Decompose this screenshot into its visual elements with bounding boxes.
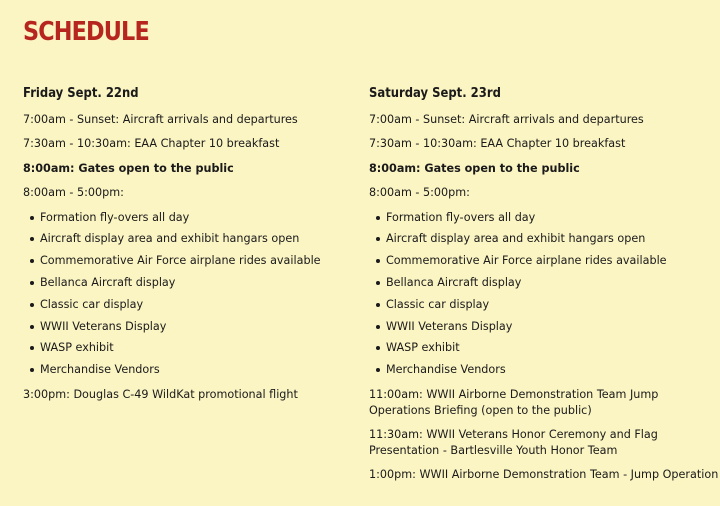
page-title: SCHEDULE: [23, 17, 149, 47]
list-item: [369, 362, 714, 378]
list-item-label: Formation fly-overs all day: [386, 210, 536, 224]
list-item-label: Classic car display: [386, 297, 490, 311]
schedule-line: 8:00am - 5:00pm:: [369, 186, 470, 200]
bullet-icon: [376, 216, 380, 220]
list-item: [23, 253, 368, 269]
list-item: [23, 231, 368, 247]
list-item-label: Aircraft display area and exhibit hangars open: [386, 232, 646, 246]
schedule-line: 11:00am: WWII Airborne Demonstration Team Jump Operations Briefing (open to the public): [369, 387, 659, 417]
friday-column: [23, 83, 368, 411]
schedule-line: 7:30am - 10:30am: EAA Chapter 10 breakfast: [369, 137, 626, 151]
list-item: [369, 340, 714, 356]
bullet-icon: [376, 346, 380, 350]
list-item-label: WWII Veterans Display: [386, 319, 513, 333]
activity-list: [23, 210, 368, 379]
list-item: [23, 297, 368, 313]
day-heading-friday: Friday Sept. 22nd: [23, 85, 139, 101]
list-item-label: Merchandise Vendors: [386, 363, 506, 377]
list-item: [369, 275, 714, 291]
list-item-label: Commemorative Air Force airplane rides available: [386, 254, 667, 268]
activity-list: [369, 210, 714, 379]
schedule-line: 7:00am - Sunset: Aircraft arrivals and departures: [369, 113, 644, 126]
list-item: [369, 319, 714, 335]
schedule-line: 3:00pm: Douglas C-49 WildKat promotional flight: [23, 387, 298, 401]
bullet-icon: [376, 368, 380, 372]
list-item: [23, 340, 368, 356]
schedule-line: 7:00am - Sunset: Aircraft arrivals and departures: [23, 113, 298, 126]
bullet-icon: [30, 237, 34, 241]
list-item-label: WASP exhibit: [386, 341, 460, 355]
schedule-line-gates-open: 8:00am: Gates open to the public: [369, 161, 580, 175]
schedule-line-gates-open: 8:00am: Gates open to the public: [23, 161, 234, 175]
bullet-icon: [30, 281, 34, 285]
bullet-icon: [376, 237, 380, 241]
list-item-label: Classic car display: [40, 297, 144, 311]
bullet-icon: [376, 259, 380, 263]
list-item: [23, 275, 368, 291]
bullet-icon: [376, 303, 380, 307]
bullet-icon: [30, 216, 34, 220]
bullet-icon: [30, 368, 34, 372]
list-item: [23, 319, 368, 335]
list-item-label: Commemorative Air Force airplane rides available: [40, 254, 321, 268]
day-heading-saturday: Saturday Sept. 23rd: [369, 85, 501, 101]
list-item-label: Aircraft display area and exhibit hangars open: [40, 232, 300, 246]
schedule-line: 7:30am - 10:30am: EAA Chapter 10 breakfast: [23, 137, 280, 151]
list-item-label: Bellanca Aircraft display: [40, 275, 176, 289]
schedule-line: 1:00pm: WWII Airborne Demonstration Team - Jump Operation: [369, 468, 719, 482]
list-item-label: Merchandise Vendors: [40, 363, 160, 377]
list-item: [369, 210, 714, 226]
list-item: [369, 231, 714, 247]
list-item: [369, 297, 714, 313]
schedule-line: 8:00am - 5:00pm:: [23, 186, 124, 200]
list-item-label: WWII Veterans Display: [40, 319, 167, 333]
bullet-icon: [30, 259, 34, 263]
bullet-icon: [30, 325, 34, 329]
bullet-icon: [30, 303, 34, 307]
saturday-column: [369, 83, 719, 492]
bullet-icon: [376, 325, 380, 329]
list-item-label: Bellanca Aircraft display: [386, 275, 522, 289]
list-item-label: WASP exhibit: [40, 341, 114, 355]
list-item: [369, 253, 714, 269]
list-item: [23, 210, 368, 226]
list-item-label: Formation fly-overs all day: [40, 210, 190, 224]
bullet-icon: [30, 346, 34, 350]
bullet-icon: [376, 281, 380, 285]
list-item: [23, 362, 368, 378]
schedule-line: 11:30am: WWII Veterans Honor Ceremony and Flag Presentation - Bartlesville Youth Honor Team: [369, 427, 658, 457]
